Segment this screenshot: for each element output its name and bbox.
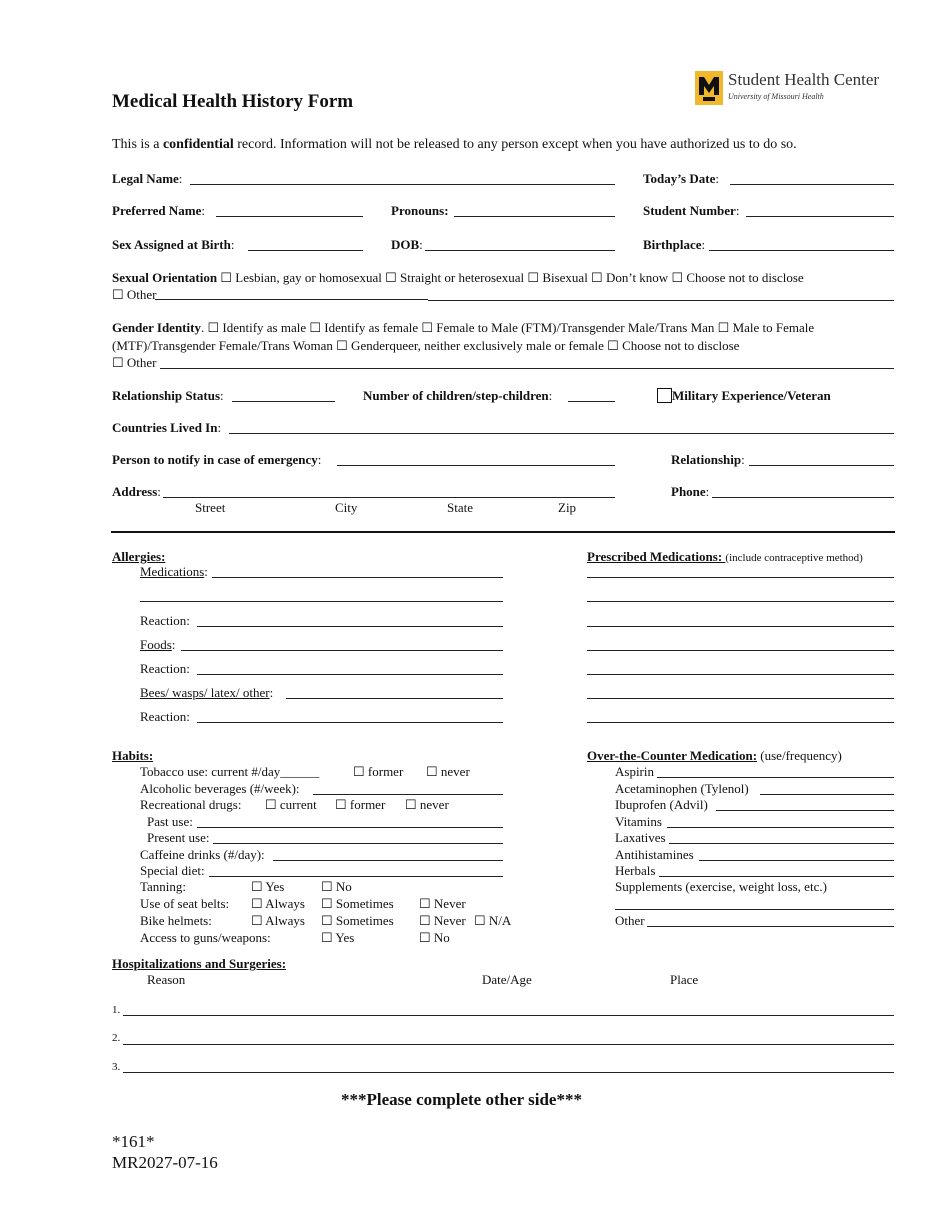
sex-at-birth-field[interactable]	[248, 250, 363, 251]
seat-belts-label: Use of seat belts:	[140, 896, 230, 911]
hospital-row-number: 1.	[112, 1004, 121, 1016]
hospital-row-field-2[interactable]	[123, 1044, 894, 1045]
gender-other-field[interactable]	[160, 368, 894, 369]
present-use-field[interactable]	[213, 843, 503, 844]
prescribed-line-2[interactable]	[587, 601, 894, 602]
caffeine-field[interactable]	[273, 860, 503, 861]
hospital-col-date: Date/Age	[482, 972, 532, 987]
otc-field-supplements[interactable]	[615, 909, 894, 910]
mizzou-logo-icon	[695, 71, 723, 105]
alcohol-field[interactable]	[313, 794, 503, 795]
otc-field-vitamins[interactable]	[667, 827, 894, 828]
caffeine-label: Caffeine drinks (#/day):	[140, 847, 265, 862]
allergy-reaction-field-2[interactable]	[197, 674, 503, 675]
orientation-other-label: ☐ Other	[112, 287, 157, 302]
guns-no-option[interactable]: ☐ No	[419, 930, 450, 945]
legal-name-label: Legal Name:	[112, 171, 183, 186]
hospital-col-reason: Reason	[147, 972, 186, 987]
hospital-row-field-3[interactable]	[123, 1072, 894, 1073]
children-field[interactable]	[568, 401, 615, 402]
preferred-name-field[interactable]	[216, 216, 363, 217]
allergy-foods-field[interactable]	[181, 650, 503, 651]
preferred-name-label: Preferred Name:	[112, 203, 206, 218]
allergy-foods-label: Foods:	[140, 637, 176, 652]
bike-always-option[interactable]: ☐ Always	[251, 913, 305, 928]
logo-name: Student Health Center	[728, 70, 880, 89]
otc-item: Vitamins	[615, 814, 662, 829]
children-label: Number of children/step-children:	[363, 388, 553, 403]
form-code: *161*	[112, 1132, 155, 1151]
military-label: Military Experience/Veteran	[672, 388, 831, 403]
intro-text: This is a confidential record. Information will not be released to any person except when you have authorized us to do so.	[112, 137, 797, 152]
tanning-label: Tanning:	[140, 879, 187, 894]
prescribed-line-3[interactable]	[587, 626, 894, 627]
otc-item: Acetaminophen (Tylenol)	[615, 781, 749, 796]
emergency-label: Person to notify in case of emergency:	[112, 452, 322, 467]
tobacco-never-option[interactable]: ☐ never	[426, 764, 470, 779]
gender-identity-line2: (MTF)/Transgender Female/Trans Woman ☐ Genderqueer, neither exclusively male or female ☐ Choose not to disclose	[112, 338, 740, 353]
prescribed-line-6[interactable]	[587, 698, 894, 699]
bike-never-option[interactable]: ☐ Never	[419, 913, 466, 928]
sex-at-birth-label: Sex Assigned at Birth:	[112, 237, 235, 252]
rec-never-option[interactable]: ☐ never	[405, 797, 449, 812]
recreational-label: Recreational drugs:	[140, 797, 242, 812]
address-label: Address:	[112, 484, 161, 499]
allergy-reaction-field-3[interactable]	[197, 722, 503, 723]
seat-belts-sometimes-option[interactable]: ☐ Sometimes	[321, 896, 394, 911]
allergy-reaction-label-2: Reaction:	[140, 661, 190, 676]
otc-other-label: Other	[615, 913, 645, 928]
otc-item: Herbals	[615, 863, 656, 878]
tobacco-former-option[interactable]: ☐ former	[353, 764, 404, 779]
prescribed-heading: Prescribed Medications: (include contraceptive method)	[587, 549, 863, 564]
prescribed-line-4[interactable]	[587, 650, 894, 651]
phone-field[interactable]	[712, 497, 894, 498]
form-revision: MR2027-07-16	[112, 1153, 218, 1172]
complete-other-side-note: ***Please complete other side***	[341, 1090, 582, 1109]
military-checkbox[interactable]	[657, 388, 672, 403]
orientation-other-field-2[interactable]	[428, 300, 894, 301]
todays-date-field[interactable]	[730, 184, 894, 185]
birthplace-label: Birthplace:	[643, 237, 706, 252]
address-street-caption: Street	[195, 500, 226, 515]
guns-yes-option[interactable]: ☐ Yes	[321, 930, 355, 945]
otc-item: Laxatives	[615, 830, 666, 845]
prescribed-line-7[interactable]	[587, 722, 894, 723]
dob-field[interactable]	[425, 250, 615, 251]
otc-field-acetaminophen[interactable]	[760, 794, 894, 795]
otc-field-laxatives[interactable]	[669, 843, 894, 844]
address-zip-caption: Zip	[558, 500, 577, 515]
phone-label: Phone:	[671, 484, 710, 499]
otc-field-antihistamines[interactable]	[699, 860, 894, 861]
bike-sometimes-option[interactable]: ☐ Sometimes	[321, 913, 394, 928]
hospital-heading: Hospitalizations and Surgeries:	[112, 956, 287, 971]
address-city-caption: City	[335, 500, 358, 515]
gender-other-label: ☐ Other	[112, 355, 157, 370]
allergy-reaction-field-1[interactable]	[197, 626, 503, 627]
relationship-status-field[interactable]	[232, 401, 335, 402]
address-field[interactable]	[163, 497, 615, 498]
alcohol-label: Alcoholic beverages (#/week):	[140, 781, 300, 796]
allergy-medications-field[interactable]	[212, 577, 503, 578]
allergy-medications-label: Medications:	[140, 564, 208, 579]
past-use-field[interactable]	[197, 827, 503, 828]
page-title: Medical Health History Form	[112, 91, 354, 112]
prescribed-line-1[interactable]	[587, 577, 894, 578]
tobacco-label: Tobacco use: current #/day______	[140, 764, 320, 779]
hospital-row-number: 2.	[112, 1032, 121, 1044]
present-use-label: Present use:	[147, 830, 210, 845]
student-number-label: Student Number:	[643, 203, 740, 218]
birthplace-field[interactable]	[709, 250, 894, 251]
seat-belts-always-option[interactable]: ☐ Always	[251, 896, 305, 911]
hospital-row-field-1[interactable]	[123, 1015, 894, 1016]
dob-label: DOB:	[391, 237, 423, 252]
otc-supplements-label: Supplements (exercise, weight loss, etc.)	[615, 879, 827, 894]
rec-former-option[interactable]: ☐ former	[335, 797, 386, 812]
past-use-label: Past use:	[147, 814, 193, 829]
hospital-row-number: 3.	[112, 1061, 121, 1073]
orientation-other-field[interactable]	[155, 299, 428, 300]
allergies-heading: Allergies:	[112, 549, 166, 564]
pronouns-field[interactable]	[454, 216, 615, 217]
countries-label: Countries Lived In:	[112, 420, 222, 435]
logo	[695, 68, 895, 108]
gender-identity: Gender Identity. ☐ Identify as male ☐ Identify as female ☐ Female to Male (FTM)/Transgender Male/Trans Man ☐ Male to Female	[112, 320, 815, 335]
otc-item: Antihistamines	[615, 847, 694, 862]
pronouns-label: Pronouns:	[391, 203, 449, 218]
allergy-reaction-label-1: Reaction:	[140, 613, 190, 628]
otc-item: Ibuprofen (Advil)	[615, 797, 708, 812]
relationship-label: Relationship:	[671, 452, 745, 467]
diet-field[interactable]	[209, 876, 503, 877]
otc-field-ibuprofen[interactable]	[716, 810, 894, 811]
otc-field-other[interactable]	[647, 926, 894, 927]
sexual-orientation: Sexual Orientation ☐ Lesbian, gay or homosexual ☐ Straight or heterosexual ☐ Bisexual ☐ Don’t know ☐ Choose not to disclose	[112, 270, 804, 285]
otc-heading: Over-the-Counter Medication: (use/frequency)	[587, 748, 842, 763]
tanning-no-option[interactable]: ☐ No	[321, 879, 352, 894]
guns-label: Access to guns/weapons:	[140, 930, 271, 945]
allergy-bees-field[interactable]	[286, 698, 503, 699]
habits-heading: Habits:	[112, 748, 154, 763]
allergy-bees-label: Bees/ wasps/ latex/ other:	[140, 685, 274, 700]
legal-name-field[interactable]	[190, 184, 615, 185]
countries-field[interactable]	[229, 433, 894, 434]
hospital-col-place: Place	[670, 972, 699, 987]
seat-belts-never-option[interactable]: ☐ Never	[419, 896, 466, 911]
otc-item: Aspirin	[615, 764, 654, 779]
section-divider	[111, 531, 895, 533]
emergency-field[interactable]	[337, 465, 615, 466]
allergy-medications-field-2[interactable]	[140, 601, 503, 602]
logo-subtitle: University of Missouri Health	[728, 92, 824, 101]
relationship-status-label: Relationship Status:	[112, 388, 224, 403]
relationship-field[interactable]	[749, 465, 894, 466]
otc-field-herbals[interactable]	[659, 876, 894, 877]
address-state-caption: State	[447, 500, 473, 515]
diet-label: Special diet:	[140, 863, 205, 878]
student-number-field[interactable]	[746, 216, 894, 217]
todays-date-label: Today’s Date:	[643, 171, 719, 186]
bike-na-option[interactable]: ☐ N/A	[474, 913, 512, 928]
otc-field-aspirin[interactable]	[657, 777, 894, 778]
tanning-yes-option[interactable]: ☐ Yes	[251, 879, 285, 894]
prescribed-line-5[interactable]	[587, 674, 894, 675]
allergy-reaction-label-3: Reaction:	[140, 709, 190, 724]
rec-current-option[interactable]: ☐ current	[265, 797, 317, 812]
bike-helmets-label: Bike helmets:	[140, 913, 212, 928]
